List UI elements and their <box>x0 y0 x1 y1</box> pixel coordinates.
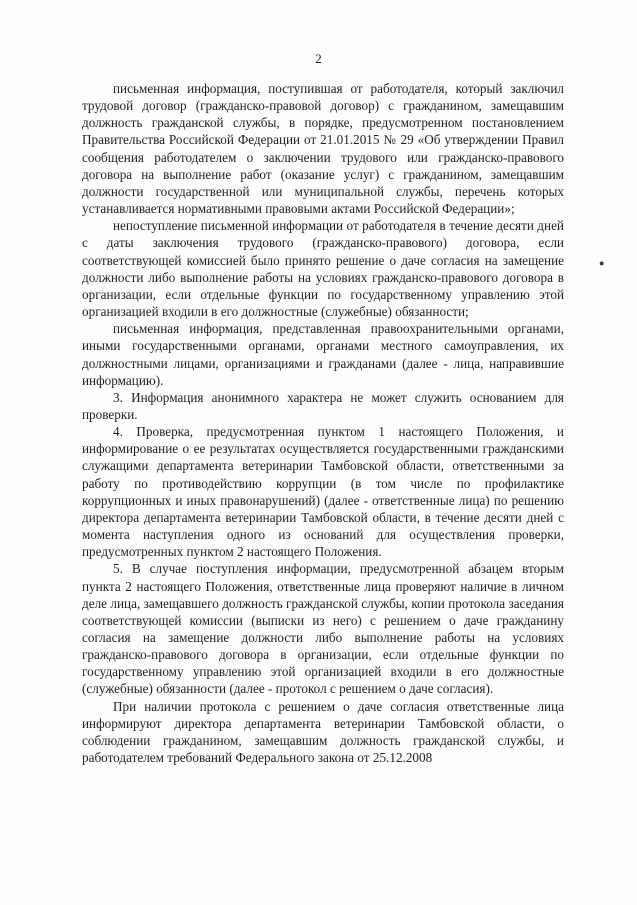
margin-mark: ● <box>599 258 605 268</box>
page-number: 2 <box>315 51 322 66</box>
paragraph-item-4: 4. Проверка, предусмотренная пунктом 1 настоящего Положения, и информирование о ее результатах осуществляется государственными гражданскими служащими департамента ветеринарии Тамбовской области, ответственными за работу по противодействию коррупции (в том числе по профилактике коррупционных и иных правонарушений) (далее - ответственные лица) по решению директора департамента ветеринарии Тамбовской области, в течение десяти дней с момента наступления одного из оснований для осуществления проверки, предусмотренных пунктом 2 настоящего Положения. <box>82 424 564 560</box>
paragraph-written-info-employer: письменная информация, поступившая от работодателя, который заключил трудовой договор (гражданско-правовой договор) с гражданином, замещавшим должность гражданской службы, в порядке, предусмотренном постановлением Правительства Российской Федерации от 21.01.2015 № 29 «Об утверждении Правил сообщения работодателем о заключении трудового или гражданско-правового договора на выполнение работ (оказание услуг) с гражданином, замещавшим должности государственной или муниципальной службы, перечень которых устанавливается нормативными правовыми актами Российской Федерации»; <box>82 81 564 217</box>
paragraph-item-5: 5. В случае поступления информации, предусмотренной абзацем вторым пункта 2 настоящего Положения, ответственные лица проверяют наличие в личном деле лица, замещавшего должность гражданской службы, копии протокола заседания соответствующей комиссии (выписки из него) с решением о даче гражданину согласия на замещение должности либо выполнение работы на условиях гражданско-правового договора в организации, если отдельные функции по государственному управлению этой организацией входили в его должностные (служебные) обязанности (далее - протокол с решением о даче согласия). <box>82 561 564 697</box>
document-body <box>82 80 564 766</box>
paragraph-item-3: 3. Информация анонимного характера не может служить основанием для проверки. <box>82 389 564 422</box>
paragraph-non-receipt-info: непоступление письменной информации от работодателя в течение десяти дней с даты заключения трудового (гражданско-правового) договора, если соответствующей комиссией было принято решение о даче согласия на замещение должности либо выполнение работы на условиях гражданско-правового договора в организации, если отдельные функции по государственному управлению этой организацией входили в его должностные (служебные) обязанности; <box>82 218 564 320</box>
paragraph-info-law-enforcement: письменная информация, представленная правоохранительными органами, иными государственными органами, органами местного самоуправления, их должностными лицами, организациями и гражданами (далее - лица, направившие информацию). <box>82 321 564 388</box>
paragraph-protocol-present: При наличии протокола с решением о даче согласия ответственные лица информируют директора департамента ветеринарии Тамбовской области, о соблюдении гражданином, замещавшим должность гражданской службы, и работодателем требований Федерального закона от 25.12.2008 <box>82 698 564 766</box>
